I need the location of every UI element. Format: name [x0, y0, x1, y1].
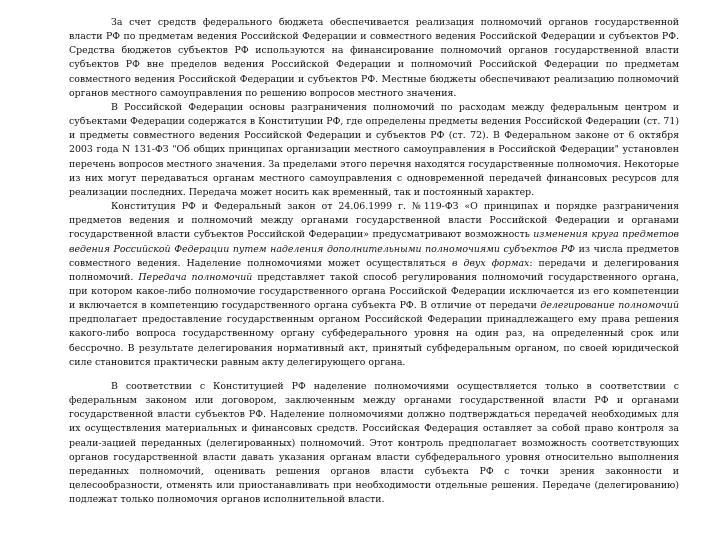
- paragraph-text: Конституция РФ и Федеральный закон от 24.06.1999 г. №119-ФЗ «О принципах и порядке разграничения предметов ведения и полномочий между органами государственной власти Российской Федерации и органами государственной власти субъектов Российской Федерации» предусматривают возможность: [69, 201, 679, 241]
- paragraph-constitution-and-law: [69, 200, 679, 370]
- paragraph-text: представляет такой способ регулирования полномочий государственного органа, при котором какое-либо полномочие государственного органа Российской Федерации исключается из его компетенции и включается в компетенцию государственного органа субъекта РФ. В отличие от передачи: [69, 271, 679, 312]
- paragraph-text: из числа предметов совместного ведения. Наделение полномочиями может осуществляться: [69, 243, 679, 269]
- paragraph-text: : передачи и делегирования полномочий.: [69, 257, 679, 283]
- paragraph-budget-financing: За счет средств федерального бюджета обеспечивается реализация полномочий органов государственной власти РФ по предметам ведения Российской Федерации и совместного ведения Российской Федерации и субъектов РФ. Средства бюджетов субъектов РФ используются на финансирование полномочий органов государственной власти субъектов РФ вне пределов ведения Российской Федерации и полномочий Российской Федерации по предметам совместного ведения Российской Федерации и субъектов РФ. Местные бюджеты обеспечивают реализацию полномочий органов местного самоуправления по решению вопросов местного значения.: [69, 17, 679, 99]
- paragraph-text: предполагает предоставление государственным органом Российской Федерации принадлежащего ему права решения какого-либо вопроса государственному органу субфедерального уровня на один раз, на определенный срок или бессрочно. В результате делегирования нормативный акт, принятый субфедеральным органом, по своей юридической силе становится практически равным акту делегирующего органа.: [69, 314, 679, 368]
- italic-emphasis: делегирование полномочий: [540, 300, 680, 312]
- document-body: [69, 16, 679, 507]
- italic-emphasis: Передача полномочий: [138, 271, 253, 283]
- paragraph-division-of-powers: В Российской Федерации основы разграничения полномочий по расходам между федеральным центром и субъектами Федерации содержатся в Конституции РФ, где определены предметы ведения Российской Федерации (ст. 71) и предметы совместного ведения Российской Федерации и субъектов РФ (ст. 72). В Федеральном законе от 6 октября 2003 года N 131-ФЗ "Об общих принципах организации местного самоуправления в Российской Федерации" установлен перечень вопросов местного значения. За пределами этого перечня находятся государственные полномочия. Некоторые из них могут передаваться органам местного самоуправления с одновременной передачей финансовых ресурсов для реализации последних. Передача может носить как временный, так и постоянный характер.: [69, 101, 679, 198]
- italic-emphasis: в двух формах: [452, 257, 530, 269]
- italic-emphasis: изменения круга предметов ведения Российской Федерации путем наделения дополнительными полномочиями субъектов РФ: [69, 229, 679, 255]
- paragraph-delegation-control: В соответствии с Конституцией РФ наделение полномочиями осуществляется только в соответствии с федеральным законом или договором, заключенным между органами государственной власти РФ и органами государственной власти субъектов РФ. Наделение полномочиями должно подтверждаться передачей необходимых для их осуществления материальных и финансовых средств. Российская Федерация оставляет за собой право контроля за реали-зацией переданных (делегированных) полномочий. Этот контроль предполагает возможность соответствующих органов государственной власти давать указания органам власти субфедерального уровня относительно выполнения переданных полномочий, оценивать решения органов власти субъекта РФ с точки зрения законности и целесообразности, отменять или приостанавливать при необходимости отдельные решения. Передаче (делегированию) подлежат только полномочия органов исполнительной власти.: [69, 380, 679, 506]
